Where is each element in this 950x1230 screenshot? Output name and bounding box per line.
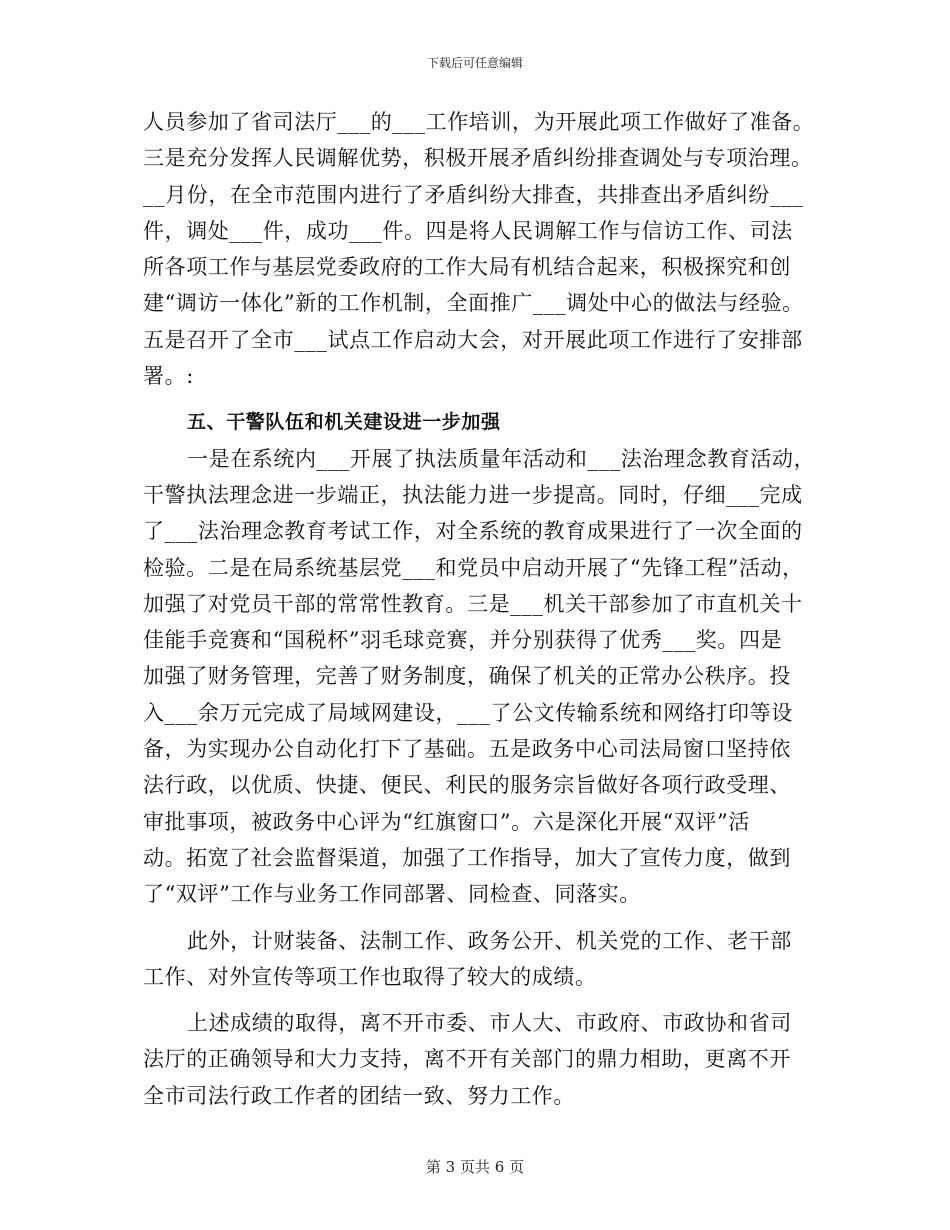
text-line: 上述成绩的取得，离不开市委、市人大、市政府、市政协和省司: [187, 1011, 792, 1036]
text-line: 工作、对外宣传等项工作也取得了较大的成绩。: [143, 964, 597, 989]
text-line: 法厅的正确领导和大力支持，离不开有关部门的鼎力相助，更离不开: [143, 1047, 791, 1072]
text-line: 干警执法理念进一步端正，执法能力进一步提高。同时，仔细___完成: [143, 482, 803, 507]
text-line: 件，调处___件，成功___件。四是将人民调解工作与信访工作、司法: [143, 218, 793, 243]
text-line: 人员参加了省司法厅___的___工作培训，为开展此项工作做好了准备。: [143, 110, 815, 134]
text-line: 全市司法行政工作者的团结一致、努力工作。: [143, 1083, 575, 1108]
text-line: 审批事项，被政务中心评为“红旗窗口”。六是深化开展“双评”活: [143, 809, 750, 834]
text-line: 建“调访一体化”新的工作机制，全面推广___调处中心的做法与经验。: [143, 291, 804, 316]
text-line: 备，为实现办公自动化打下了基础。五是政务中心司法局窗口坚持依: [143, 737, 791, 762]
text-line: 署。:: [143, 364, 194, 389]
text-line: 动。拓宽了社会监督渠道，加强了工作指导，加大了宣传力度，做到: [143, 845, 791, 870]
text-line: 法行政，以优质、快捷、便民、利民的服务宗旨做好各项行政受理、: [143, 773, 791, 798]
text-line: 了___法治理念教育考试工作，对全系统的教育成果进行了一次全面的: [143, 519, 803, 544]
section-heading: 五、干警队伍和机关建设进一步加强: [187, 411, 501, 434]
text-line: 了“双评”工作与业务工作同部署、同检查、同落实。: [143, 882, 641, 907]
document-body: [143, 104, 833, 1114]
text-line: 此外，计财装备、法制工作、政务公开、机关党的工作、老干部: [187, 928, 792, 953]
text-line: 入___余万元完成了局域网建设，___了公文传输系统和网络打印等设: [143, 700, 793, 725]
text-line: 加强了对党员干部的常常性教育。三是___机关干部参加了市直机关十: [143, 591, 803, 616]
page-header: 下载后可任意编辑: [426, 56, 523, 70]
text-line: 加强了财务管理，完善了财务制度，确保了机关的正常办公秩序。投: [143, 664, 791, 689]
text-line: 所各项工作与基层党委政府的工作大局有机结合起来，积极探究和创: [143, 255, 791, 280]
text-line: 五是召开了全市___试点工作启动大会，对开展此项工作进行了安排部: [143, 327, 803, 352]
page-footer: 第 3 页共 6 页: [425, 1158, 525, 1176]
text-line: 一是在系统内___开展了执法质量年活动和___法治理念教育活动，: [187, 446, 816, 471]
text-line: 佳能手竞赛和“国税杯”羽毛球竞赛，并分别获得了优秀___奖。四是: [143, 628, 783, 653]
text-line: 检验。二是在局系统基层党___和党员中启动开展了“先锋工程”活动，: [143, 555, 804, 580]
text-line: 三是充分发挥人民调解优势，积极开展矛盾纠纷排查调处与专项治理。: [143, 146, 813, 171]
text-line: __月份，在全市范围内进行了矛盾纠纷大排查，共排查出矛盾纠纷___: [143, 182, 804, 207]
